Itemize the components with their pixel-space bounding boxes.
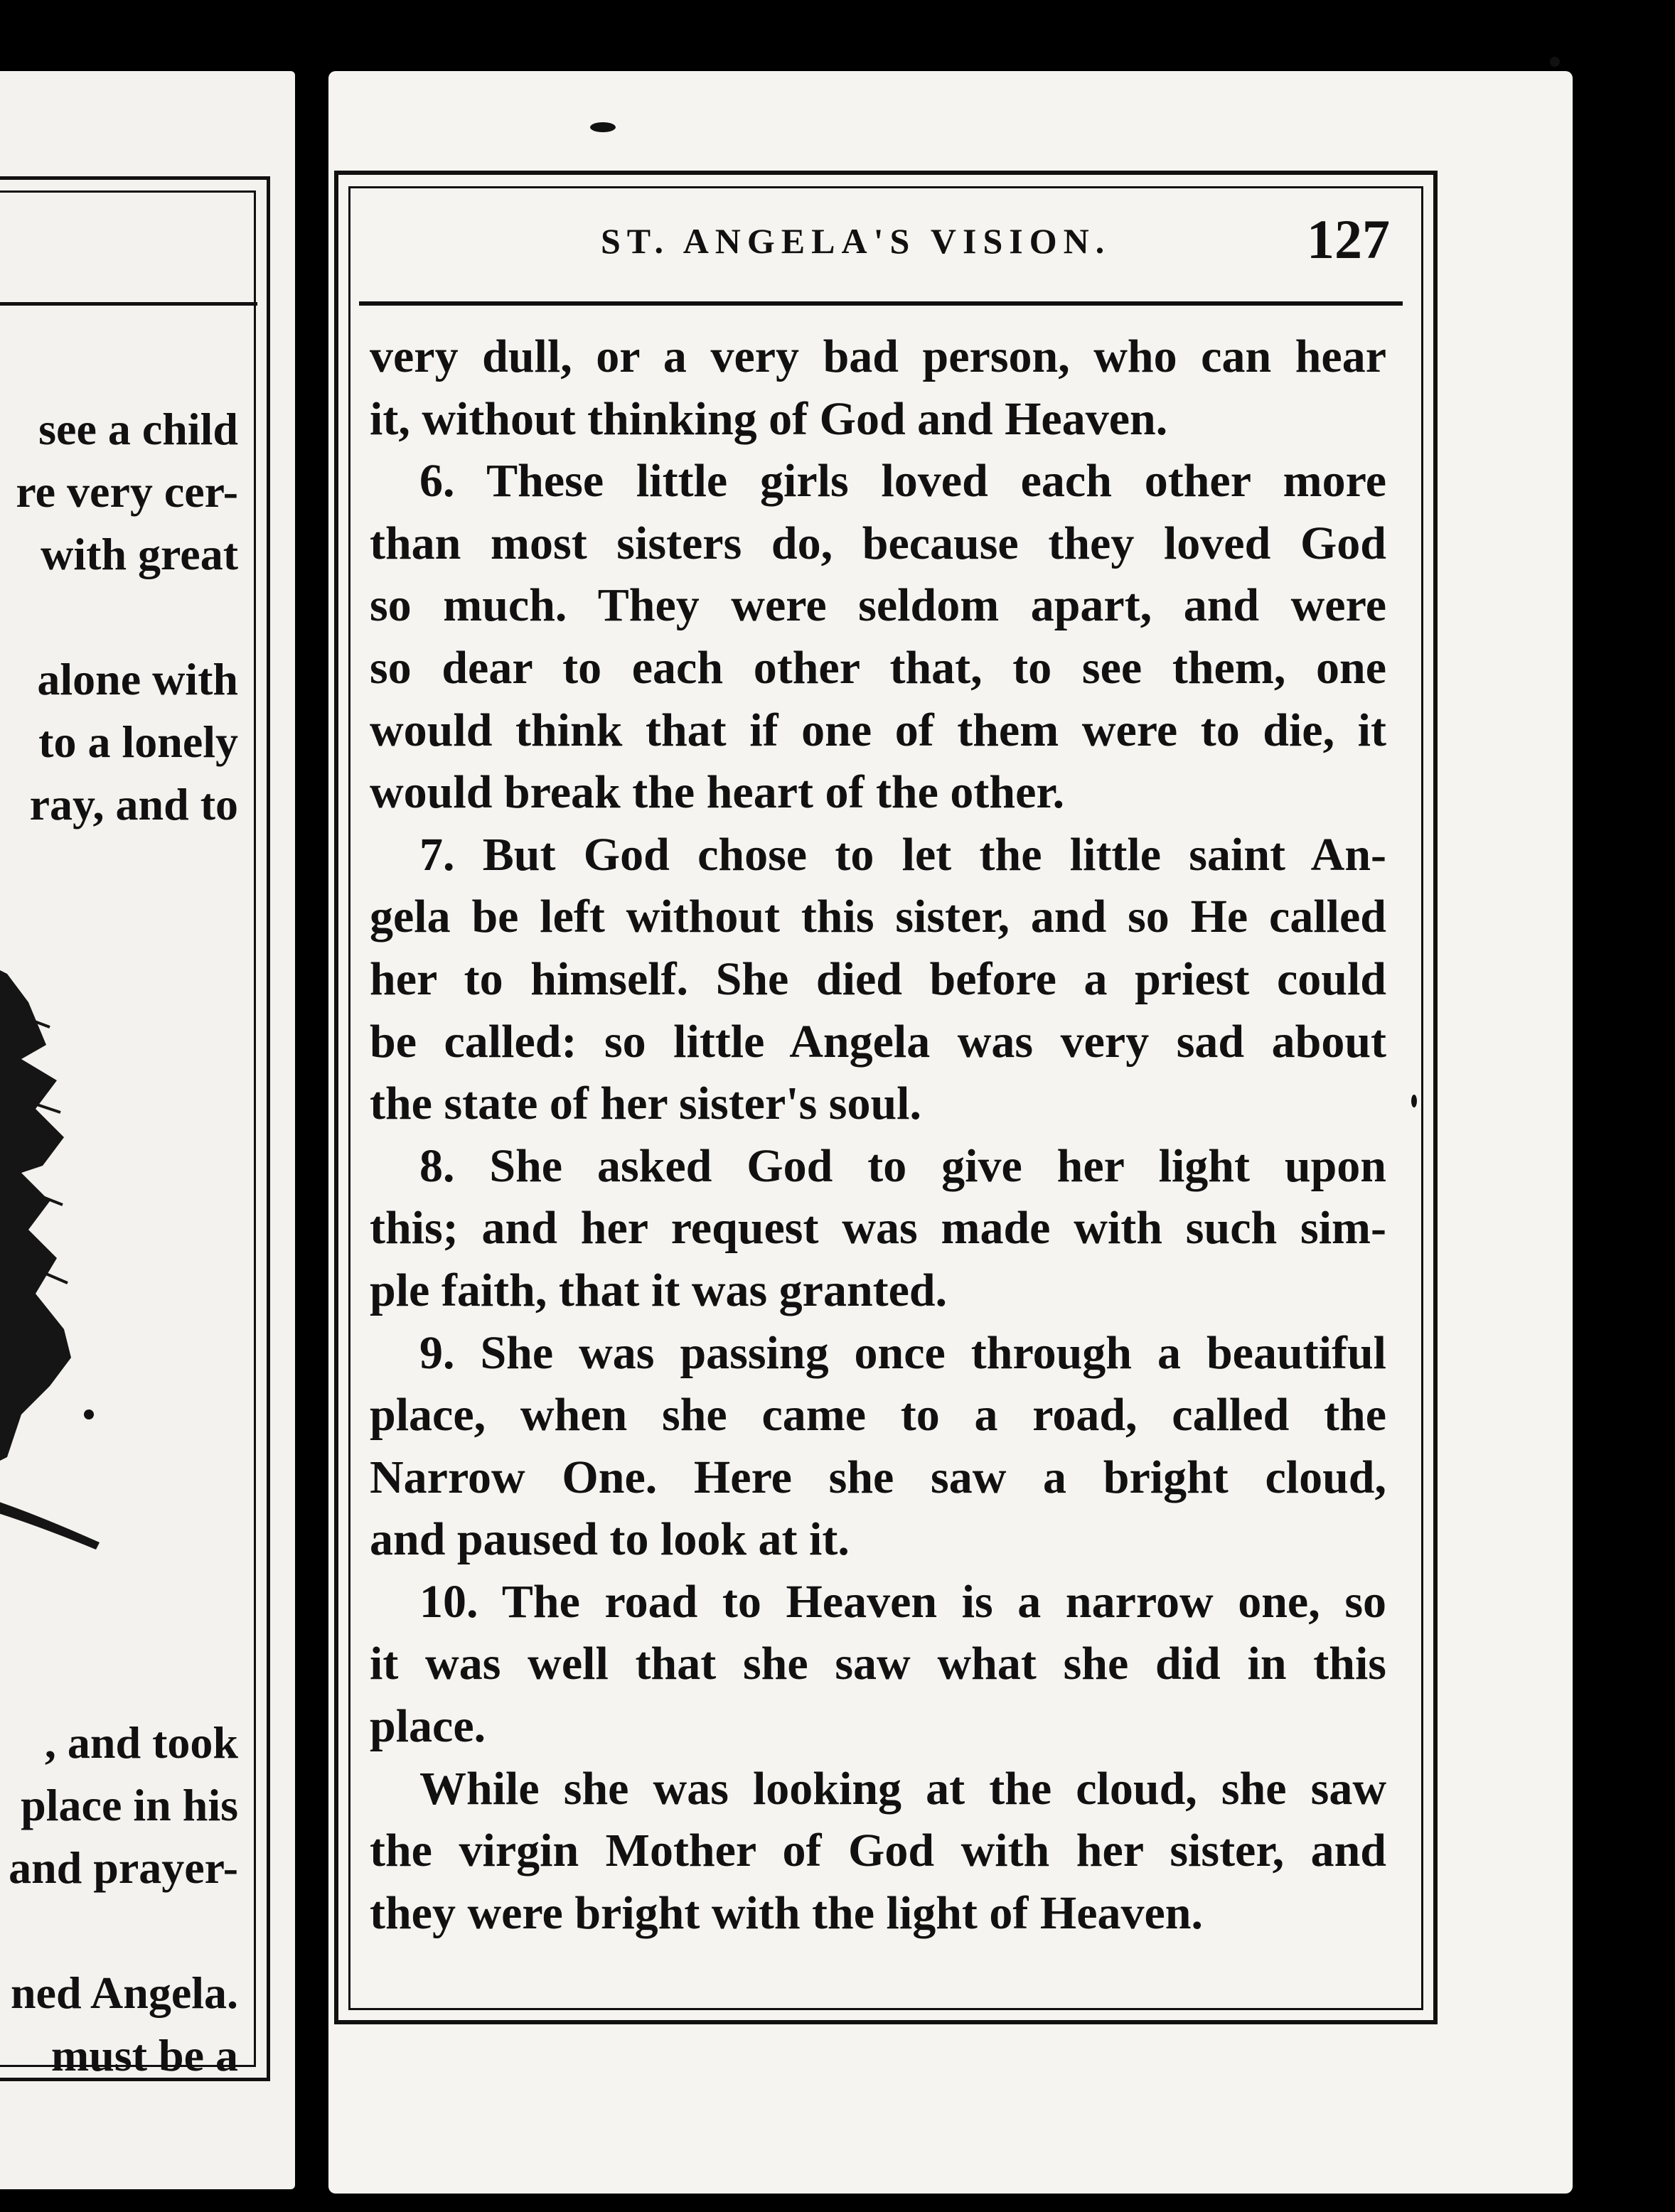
text-line: 6. These little girls loved each other more — [419, 455, 1386, 508]
text-line: 9. She was passing once through a beautiful — [419, 1326, 1386, 1379]
text-line: would break the heart of the other. — [370, 766, 1065, 819]
body-text — [370, 326, 1386, 1944]
left-page-line — [0, 586, 238, 648]
text-line: her to himself. She died before a priest could — [370, 952, 1386, 1005]
running-head — [359, 208, 1390, 284]
text-line: place, when she came to a road, called the — [370, 1389, 1386, 1441]
left-page-line: ray, and to — [29, 779, 238, 830]
text-line: so much. They were seldom apart, and were — [370, 579, 1386, 632]
page-number: 127 — [1307, 208, 1390, 270]
text-line: this; and her request was made with such sim- — [370, 1202, 1386, 1255]
left-page-line: with great — [41, 529, 238, 579]
text-line: the state of her sister's soul. — [370, 1078, 922, 1130]
left-page-line: alone with — [37, 654, 238, 704]
left-page-line: ned Angela. — [10, 1967, 238, 2018]
text-line: very dull, or a very bad person, who can hear — [370, 331, 1386, 382]
left-page-line — [0, 1899, 238, 1962]
left-page-line — [0, 898, 238, 961]
left-page-line: must be a — [50, 2030, 238, 2081]
left-page-line: to a lonely — [38, 716, 238, 767]
ink-speck — [1411, 1095, 1417, 1107]
text-line: 8. She asked God to give her light upon — [419, 1139, 1386, 1192]
text-line: gela be left without this sister, and so He called — [370, 891, 1386, 943]
left-page-line — [0, 1649, 238, 1712]
text-line: be called: so little Angela was very sad about — [370, 1015, 1386, 1068]
text-line: and paused to look at it. — [370, 1513, 850, 1566]
ink-speck — [1550, 57, 1560, 67]
text-line: 10. The road to Heaven is a narrow one, so — [419, 1575, 1386, 1628]
left-page-line: and prayer- — [9, 1842, 238, 1893]
left-page-line: see a child — [38, 404, 238, 454]
text-line: ple faith, that it was granted. — [370, 1264, 948, 1316]
text-line: 7. But God chose to let the little saint An- — [419, 828, 1386, 881]
left-page-line: , and took — [44, 1717, 238, 1768]
text-line: it, without thinking of God and Heaven. — [370, 392, 1168, 445]
text-line: While she was looking at the cloud, she saw — [419, 1762, 1386, 1815]
ink-speck — [590, 122, 616, 132]
text-line: so dear to each other that, to see them, one — [370, 641, 1386, 694]
left-page-line: re very cer- — [16, 466, 238, 517]
running-title: ST. ANGELA'S VISION. — [601, 221, 1111, 261]
left-page-line — [0, 836, 238, 898]
text-line: than most sisters do, because they loved God — [370, 517, 1386, 569]
text-line: would think that if one of them were to die, it — [370, 704, 1386, 756]
left-page-line: place in his — [21, 1780, 238, 1830]
left-page-head-rule — [0, 302, 257, 306]
previous-page-fragment — [0, 71, 295, 2189]
text-line: Narrow One. Here she saw a bright cloud, — [370, 1451, 1386, 1503]
text-line: they were bright with the light of Heaven. — [370, 1886, 1203, 1939]
text-line: place. — [370, 1700, 486, 1753]
text-line: it was well that she saw what she did in this — [370, 1638, 1386, 1690]
header-rule — [359, 301, 1403, 306]
engraving-illustration-fragment — [0, 960, 100, 1599]
text-line: the virgin Mother of God with her sister, and — [370, 1825, 1386, 1877]
